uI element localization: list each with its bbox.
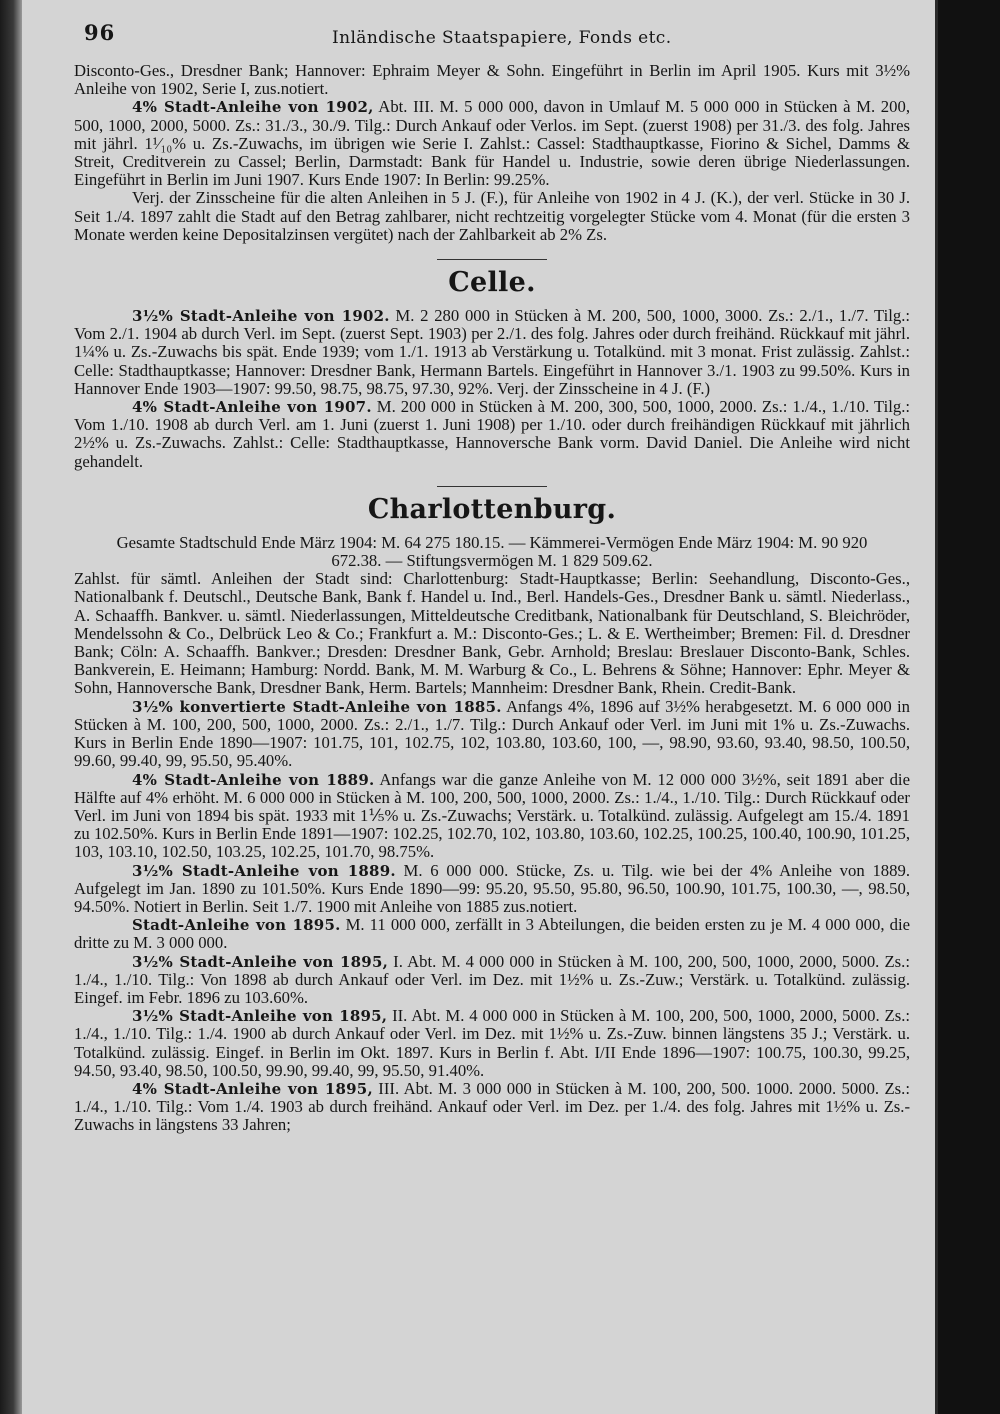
entry-stadt-anleihe-1902-abt3 — [74, 98, 910, 189]
entry-text: M. 2 280 000 in Stücken à M. 200, 500, 1000, 3000. Zs.: 2./1., 1./7. Tilg.: Vom 2./1. 1904 ab durch Verl. im Sept. (zuerst Sept. 1903) per 2./1. des folg. Jahres oder durch freihänd. Rückkauf mit jährl. 1¼% u. Zs.-Zuwachs bis spät. Ende 1939; vom 1./1. 1913 ab Verstärkung u. Totalkünd. mit 3 monat. Frist zulässig. Zahlst.: Celle: Stadthauptkasse; Hannover: Dresdner Bank, Hermann Bartels. Eingeführt in Hannover 3./1. 1903 zu 99.50%. Kurs in Hannover Ende 1903—1907: 99.50, 98.75, 98.75, 97.30, 92%. Verj. der Zinsscheine in 4 J. (F.) — [74, 306, 910, 398]
entry-1895-abt1 — [74, 953, 910, 1008]
entry-heading: Stadt-Anleihe von 1895. — [132, 916, 341, 935]
entry-celle-1902 — [74, 307, 910, 398]
section-title-charlottenburg: Charlottenburg. — [367, 493, 617, 525]
entry-heading: 3½% konvertierte Stadt-Anleihe von 1885. — [132, 697, 502, 716]
entry-heading: 3½% Stadt-Anleihe von 1902. — [132, 307, 390, 326]
entry-text: M. 200 000 in Stücken à M. 200, 300, 500, 1000, 2000. Zs.: 1./4., 1./10. Tilg.: Vom 1./10. 1908 ab durch Verl. am 1. Juni (zuerst 1. Juni 1908) per 1./10. oder durch freihändigen Rückkauf mit jährlich 2½% u. Zs.-Zuwachs. Zahlst.: Celle: Stadthauptkasse, Hannoversche Bank vorm. David Daniel. Die Anleihe wird nicht gehandelt. — [74, 397, 910, 471]
entry-text: Abt. III. M. 5 000 000, davon in Umlauf M. 5 000 000 in Stücken à M. 200, 500, 1000, 2000, 5000. Zs.: 31./3., 30./9. Tilg.: Durch Ankauf oder Verlos. im Sept. (zuerst 1908) per 31./3. des folg. Jahres mit jährl. 1¹⁄₁₀% u. Zs.-Zuwachs, im übrigen wie Serie I. Zahlst.: Cassel: Stadthauptkasse, Fiorino & Sichel, Damms & Streit, Creditverein zu Cassel; Berlin, Darmstadt: Bank für Handel u. Industrie, sowie deren übrige Niederlassungen. Eingeführt in Berlin im Juni 1907. Kurs Ende 1907: In Berlin: 99.25%. — [74, 97, 910, 190]
section-title-celle: Celle. — [448, 267, 536, 299]
entry-text: M. 11 000 000, zerfällt in 3 Abteilungen, die beiden ersten zu je M. 4 000 000, die dritte zu M. 3 000 000. — [74, 915, 910, 953]
entry-text: Anfangs 4%, 1896 auf 3½% herabgesetzt. M. 6 000 000 in Stücken à M. 100, 200, 500, 1000, 2000. Zs.: 2./1., 1./7. Tilg.: Durch Ankauf oder Verl. im Juni mit 1% u. Zs.-Zuwachs. Kurs in Berlin Ende 1890—1907: 101.75, 101, 102.75, 102, 103.80, 103.60, 100, —, 98.90, 93.60, 93.40, 98.50, 100.50, 99.60, 99.40, 99, 95.50, 95.40%. — [74, 696, 911, 771]
entry-heading: 3½% Stadt-Anleihe von 1889. — [132, 861, 396, 880]
page-number: 96 — [84, 20, 116, 45]
section-divider — [437, 259, 547, 260]
running-title: Inländische Staatspapiere, Fonds etc. — [332, 28, 672, 48]
entry-1885-konvertiert — [74, 698, 910, 771]
entry-1895-overview — [74, 916, 910, 952]
scan-left-edge — [0, 0, 22, 1414]
entry-heading: 4% Stadt-Anleihe von 1889. — [132, 770, 375, 789]
entry-1895-abt2 — [74, 1007, 910, 1080]
page-content — [74, 62, 910, 1135]
entry-text: M. 6 000 000. Stücke, Zs. u. Tilg. wie bei der 4% Anleihe von 1889. Aufgelegt im Jan. 1890 zu 101.50%. Kurs Ende 1890—99: 95.20, 95.50, 95.80, 96.50, 100.90, 101.75, 100.30, —, 98.50, 94.50%. Notiert in Berlin. Seit 1./7. 1900 mit Anleihe von 1885 zus.notiert. — [74, 860, 910, 916]
scan-right-edge — [938, 0, 1000, 1414]
entry-heading: 3½% Stadt-Anleihe von 1895, — [132, 1007, 388, 1026]
city-debt-summary: Gesamte Stadtschuld Ende März 1904: M. 64 275 180.15. — Kämmerei-Vermögen Ende März 1904: M. 90 920 672.38. — Stiftungsvermögen M. 1 829 509.62. — [116, 532, 868, 571]
paragraph-continuation: Disconto-Ges., Dresdner Bank; Hannover: Ephraim Meyer & Sohn. Eingeführt in Berlin im April 1905. Kurs mit 3½% Anleihe von 1902, Serie I, zus.notiert. — [74, 61, 910, 99]
entry-heading: 4% Stadt-Anleihe von 1902, — [132, 98, 374, 117]
paying-agents: Zahlst. für sämtl. Anleihen der Stadt sind: Charlottenburg: Stadt-Hauptkasse; Berlin: Seehandlung, Disconto-Ges., Nationalbank f. Deutschl., Deutsche Bank, Bank f. Handel u. Ind., Berl. Handels-Ges., Dresdner Bank u. sämtl. Niederlass., A. Schaaffh. Bankver. u. sämtl. Niederlassungen, Mitteldeutsche Creditbank, Nationalbank für Deutschland, S. Bleichröder, Mendelssohn & Co., Delbrück Leo & Co.; Frankfurt a. M.: Disconto-Ges.; L. & E. Wertheimber; Bremen: Fil. d. Dresdner Bank; Cöln: A. Schaaffh. Bankver.; Dresden: Dresdner Bank, Gebr. Arnhold; Breslau: Breslauer Disconto-Bank, Schles. Bankverein, E. Heimann; Hamburg: Nordd. Bank, M. M. Warburg & Co., L. Behrens & Söhne; Hannover: Ephr. Meyer & Sohn, Hannoversche Bank, Dresdner Bank, Herm. Bartels; Mannheim: Dresdner Bank, Rhein. Credit-Bank. — [74, 569, 910, 698]
entry-heading: 4% Stadt-Anleihe von 1907. — [132, 398, 372, 417]
section-divider — [437, 486, 547, 487]
entry-text: III. Abt. M. 3 000 000 in Stücken à M. 100, 200, 500. 1000. 2000. 5000. Zs.: 1./4., 1./10. Tilg.: Vom 1./4. 1903 ab durch freihänd. Ankauf oder Verl. im Dez. per 1./4. des folg. Jahres mit 1½% u. Zs.-Zuwachs in längstens 33 Jahren; — [74, 1078, 910, 1135]
entry-heading: 4% Stadt-Anleihe von 1895, — [132, 1079, 373, 1098]
entry-1889-4pct — [74, 771, 910, 862]
entry-celle-1907 — [74, 398, 910, 471]
paragraph-verjaehrung: Verj. der Zinsscheine für die alten Anleihen in 5 J. (F.), für Anleihe von 1902 in 4 J. (K.), der verl. Stücke in 30 J. Seit 1./4. 1897 zahlt die Stadt auf den Betrag zahlbarer, nicht rechtzeitig vorgelegter Stücke vom 4. Monat (für die ersten 3 Monate werden keine Depositalzinsen vergütet) nach der Zahlbarkeit ab 2% Zs. — [74, 188, 910, 244]
entry-1889-3half — [74, 862, 910, 917]
entry-heading: 3½% Stadt-Anleihe von 1895, — [132, 952, 389, 971]
entry-text: Anfangs war die ganze Anleihe von M. 12 000 000 3½%, seit 1891 aber die Hälfte auf 4% erhöht. M. 6 000 000 in Stücken à M. 100, 200, 500, 1000, 2000. Zs.: 1./4., 1./10. Tilg.: Durch Rückkauf oder Verl. im Juni von 1894 bis spät. 1933 mit 1⅕% u. Zs.-Zuwachs; Verstärk. u. Totalkünd. zulässig. Aufgelegt am 15./4. 1891 zu 102.50%. Kurs in Berlin Ende 1891—1907: 102.25, 102.70, 102, 103.80, 103.60, 102.25, 100.25, 100.40, 100.90, 101.25, 103, 103.10, 102.50, 103.25, 102.25, 101.70, 98.75%. — [74, 769, 910, 862]
entry-1895-abt3 — [74, 1080, 910, 1135]
entry-text: II. Abt. M. 4 000 000 in Stücken à M. 100, 200, 500, 1000, 2000, 5000. Zs.: 1./4., 1./10. Tilg.: 1./4. 1900 ab durch Ankauf oder Verl. im Dez. mit 1½% u. Zs.-Zuw. binnen längstens 35 J.; Verstärk. u. Totalkünd. zulässig. Eingef. in Berlin im Okt. 1897. Kurs in Berlin f. Abt. I/II Ende 1896—1907: 100.75, 100.30, 99.25, 94.50, 93.40, 98.50, 100.50, 99.90, 99.40, 99, 95.50, 91.40%. — [74, 1006, 911, 1080]
entry-text: I. Abt. M. 4 000 000 in Stücken à M. 100, 200, 500, 1000, 2000, 5000. Zs.: 1./4., 1./10. Tilg.: Von 1898 ab durch Ankauf oder Verl. im Dez. mit 1½% u. Zs.-Zuw.; Verstärk. u. Totalkünd. zulässig. Eingef. im Febr. 1896 zu 103.60%. — [74, 951, 910, 1007]
